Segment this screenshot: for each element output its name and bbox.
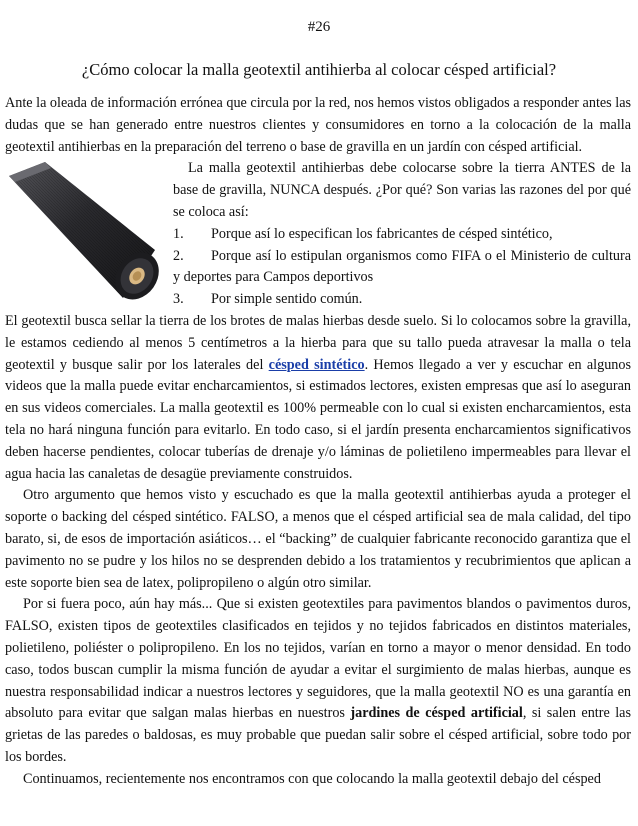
article-body: [5, 93, 631, 791]
intro-paragraph: Ante la oleada de información errónea que circula por la red, nos hemos vistos obligados a responder antes las dudas que se han generado entre nuestros clientes y consumidores en torno a la colocación de la malla geotextil antihierbas en la preparación del terreno o base de gravilla en un jardín con césped artificial.: [5, 95, 632, 155]
geotextile-roll-image: [5, 158, 161, 304]
paragraph-text: Por si fuera poco, aún hay más... Que si existen geotextiles para pavimentos blandos o pavimentos duros, FALSO, existen tipos de geotextiles clasificados en tejidos y no tejidos fabricados en distintos materiales, polietileno, poliéster o polipropileno. En los no tejidos, varían en torno a mayor o menor densidad. En todo caso, todos buscan cumplir la misma función de ayudar a evitar el surgimiento de malas hierbas, aunque es nuestra responsabilidad indicar a nuestros lectores y seguidores, que la malla geotextil NO es una garantía en absoluto para evitar que salgan malas hierbas en nuestros: [5, 596, 631, 722]
paragraph-geotextile-types: [5, 594, 631, 768]
paragraph-placement: La malla geotextil antihierbas debe colocarse sobre la tierra ANTES de la base de gravilla, NUNCA después. ¿Por qué? Son varias las razones del por qué se coloca así:: [173, 160, 631, 220]
cesped-sintetico-link[interactable]: césped sintético: [268, 356, 365, 373]
list-text: Porque así lo especifican los fabricantes de césped sintético,: [211, 225, 553, 242]
paragraph-text: El geotextil busca sellar la tierra de los brotes de malas hierbas desde suelo. Si lo colocamos sobre la gravilla, le estamos cediendo al menos 5 centímetros a la hierba para que su tallo pueda atravesar la malla o tela geotextil y busque salir por los laterales del: [5, 312, 631, 373]
paragraph-geotextile-purpose: [5, 311, 631, 485]
page-number: #26: [307, 19, 331, 35]
list-number: 3.: [173, 291, 184, 308]
list-number: 1.: [173, 225, 184, 242]
bold-phrase: jardines de césped artificial: [350, 705, 523, 722]
list-text: Por simple sentido común.: [211, 291, 363, 308]
paragraph-text: , si salen entre las grietas de las paredes o baldosas, es muy probable que puedan salir sobre el césped artificial, sobre todo por los bordes.: [5, 705, 631, 765]
list-number: 2.: [173, 247, 184, 264]
paragraph-text: . Hemos llegado a ver y escuchar en algunos videos que la malla puede evitar encharcamientos, si estimados lectores, existen empresas que así lo aseguran en sus videos comerciales. La malla geotextil es 100% permeable con lo cual si existen encharcamientos, esta tela no hará ninguna función para evitarlo. En todo caso, si el jardín presenta encharcamientos significativos deben hacerse pendientes, colocar tuberías de drenaje y/o láminas de polietileno impermeables para llevar el agua hacia las canaletas de desagüe previamente construidos.: [5, 356, 631, 482]
paragraph-backing-argument: Otro argumento que hemos visto y escuchado es que la malla geotextil antihierbas ayuda a proteger el soporte o backing del césped sintético. FALSO, a menos que el césped artificial sea de mala calidad, del tipo barato, si, de esos de importación asiáticos… el “backing” de cualquier fabricante reconocido garantiza que el pavimento no se pudre y los hilos no se desprenden debido a los tratamientos y recubrimientos que aplican a este soporte bien sea de latex, polipropileno o algún otro similar.: [5, 487, 631, 591]
article-title: ¿Cómo colocar la malla geotextil antihierba al colocar césped artificial?: [81, 60, 557, 79]
list-text: Porque así lo estipulan organismos como FIFA o el Ministerio de cultura y deportes para Campos deportivos: [173, 247, 631, 286]
paragraph-continuation: Continuamos, recientemente nos encontramos con que colocando la malla geotextil debajo del césped: [23, 770, 601, 787]
